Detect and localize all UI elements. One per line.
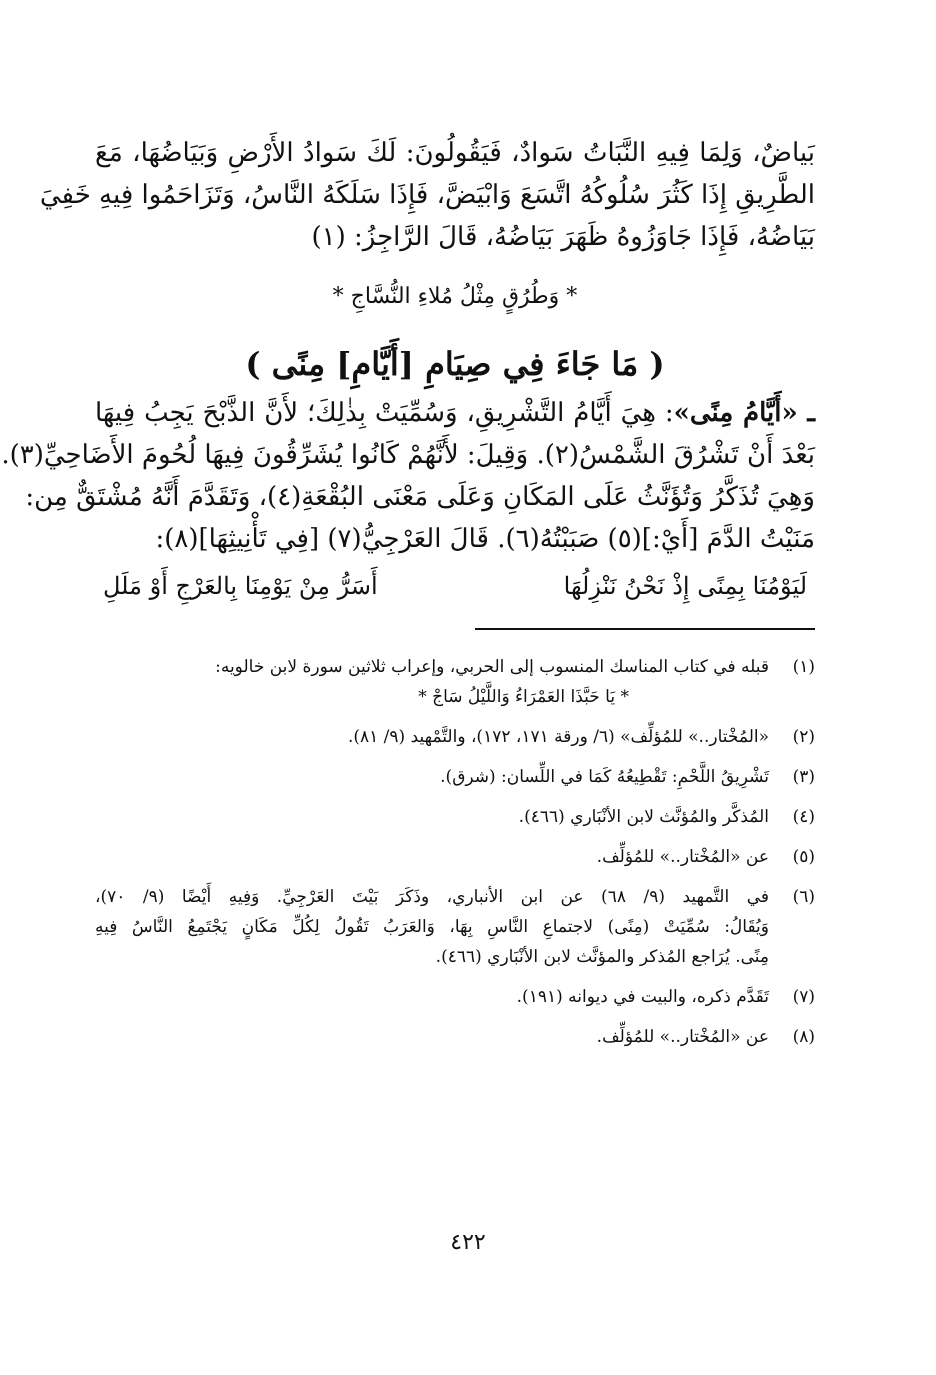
entry-line-1 [95,398,815,440]
footnote-line: مِنًى. يُرَاجع المُذكر والمؤنَّث لابن الأنْبَاري (٤٦٦). [435,947,769,967]
footnote-line: عن «المُخْتار..» للمُؤلِّف. [596,847,769,867]
footnote-line: تَقَدَّم ذكره، والبيت في ديوانه (١٩١). [516,987,769,1007]
entry-line-3: وَهِيَ تُذَكَّرُ وَتُؤَنَّثُ عَلَى المَكَانِ وَعَلَى مَعْنَى البُقْعَةِ(٤)، وَتَقَدَّمَ أَنَّهُ مُشْتَقٌّ مِن: [25,482,815,512]
footnote-5 [95,842,815,872]
section-heading: ( مَا جَاءَ فِي صِيَامِ [أَيَّامِ] مِنًى ) [245,345,665,383]
footnote-text [95,652,769,712]
entry-line-4: مَنَيْتُ الدَّمَ [أَيْ:](٥) صَبَبْتُهُ(٦). قَالَ العَرْجِيُّ(٧) [فِي تَأْنِيثِهَا](٨): [155,524,815,554]
footnote-number: (٨) [792,1027,815,1047]
footnote-text [95,982,769,1012]
footnote-line: «المُخْتار..» للمُؤلِّف» (٦/ ورقة ١٧١، ١٧٢)، والتَّمْهيد (٩/ ٨١). [347,727,769,747]
footnote-8 [95,1022,815,1052]
body-line-3: بَيَاضُهُ، فَإِذَا جَاوَزُوهُ ظَهَرَ بَيَاضُهُ، قَالَ الرَّاجِزُ: (١) [311,222,815,252]
rajaz-verse: * وَطُرُقٍ مِثْلُ مُلاءِ النُّسَّاجِ * [332,284,578,309]
entry-line-2: بَعْدَ أَنْ تَشْرُقَ الشَّمْسُ(٢). وَقِيلَ: لأَنَّهُمْ كَانُوا يُشَرِّقُونَ فِيهَا لُحُومَ الأَضَاحِيِّ(٣). [1,440,815,470]
footnote-number: (٦) [792,887,815,907]
page-number: ٤٢٢ [450,1230,486,1255]
footnote-line: قبله في كتاب المناسك المنسوب إلى الحربي، وإعراب ثلاثين سورة لابن خالويه: [215,657,769,677]
body-paragraph [39,138,815,264]
footnote-number: (٤) [792,807,815,827]
footnote-number: (٢) [792,727,815,747]
footnote-3 [95,762,815,792]
footnote-line: في التَّمهيد (٩/ ٦٨) عن ابن الأنباري، وذَكَرَ بَيْتَ العَرْجِيِّ. وَفِيهِ أَيْضًا (٩/ ٧٠)، [95,887,769,907]
entry-headword: ـ «أَيَّامُ مِنًى» [673,398,815,428]
body-line-2: الطَّرِيقِ إِذَا كَثُرَ سُلُوكُهُ اتَّسَعَ وَابْيَضَّ، فَإِذَا سَلَكَهُ النَّاسُ، وَتَزَاحَمُوا فِيهِ خَفِيَ [39,180,815,210]
footnote-text [95,722,769,752]
entry-paragraph [1,398,815,566]
footnote-line: المُذكَّر والمُؤنَّث لابن الأنْبَاري (٤٦٦). [518,807,769,827]
poetry-verse [95,572,815,614]
footnote-6 [95,882,815,972]
footnote-text [95,802,769,832]
footnote-separator [475,628,815,630]
footnote-1 [95,652,815,712]
footnote-text [95,842,769,872]
verse-second-hemistich: أَسَرُّ مِنْ يَوْمِنَا بِالعَرْجِ أَوْ مَلَلِ [103,572,378,600]
footnote-7 [95,982,815,1012]
footnote-text [95,1022,769,1052]
footnote-line: تَشْرِيقُ اللَّحْمِ: تَقْطِيعُهُ كَمَا في اللِّسان: (شرق). [440,767,769,787]
footnote-4 [95,802,815,832]
footnote-line: عن «المُخْتار..» للمُؤلِّف. [596,1027,769,1047]
page-content [1,138,815,1062]
footnote-verse: * يَا حَبَّذَا العَمْرَاءُ وَاللَّيْلُ سَاجْ * [418,687,629,707]
footnote-number: (٥) [792,847,815,867]
entry-line-1-text: : هِيَ أَيَّامُ التَّشْرِيقِ، وَسُمِّيَتْ بِذٰلِكَ؛ لأَنَّ الذَّبْحَ يَجِبُ فِيهَا [95,398,674,428]
footnote-2 [95,722,815,752]
footnote-number: (٣) [792,767,815,787]
footnote-number: (٧) [792,987,815,1007]
footnote-line: وَيُقَالُ: سُمِّيَتْ (مِنًى) لاجتماعِ النَّاسِ بِهَا، وَالعَرَبُ تَقُولُ لِكُلِّ مَكَانٍ يَجْتَمِعُ النَّاسُ فِيهِ [95,917,769,937]
footnotes [95,652,815,1052]
footnote-number: (١) [792,657,815,677]
verse-first-hemistich: لَيَوْمُنَا بِمِنًى إِذْ نَحْنُ نَنْزِلُهَا [563,572,807,600]
footnote-text [95,882,769,972]
footnote-text [95,762,769,792]
body-line-1: بَياضٌ، وَلِمَا فِيهِ النَّبَاتُ سَوادٌ، فَيَقُولُونَ: لَكَ سَوادُ الأَرْضِ وَبَيَاضُهَا، مَعَ [95,138,815,168]
